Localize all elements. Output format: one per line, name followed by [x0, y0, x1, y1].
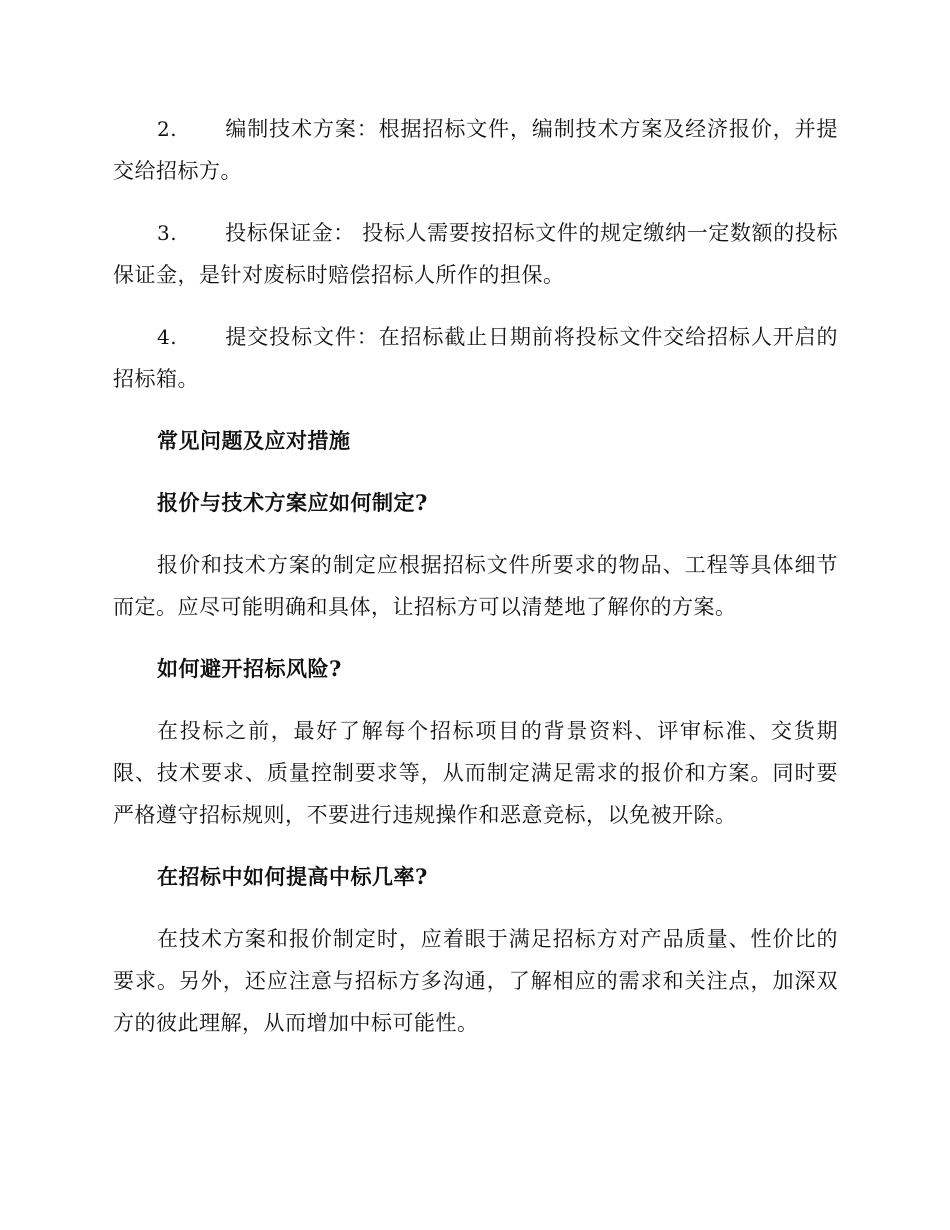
- step-item-4: [113, 316, 838, 400]
- step-number: 2.: [157, 117, 178, 141]
- document-page: [113, 108, 838, 1064]
- faq-answer-2: 在投标之前，最好了解每个招标项目的背景资料、评审标准、交货期限、技术要求、质量控制要求等，从而制定满足需求的报价和方案。同时要严格遵守招标规则，不要进行违规操作和恶意竞标，以免被开除。: [113, 719, 838, 827]
- faq-question-2: 如何避开招标风险?: [157, 656, 342, 681]
- faq-answer-1: 报价和技术方案的制定应根据招标文件所要求的物品、工程等具体细节而定。应尽可能明确和具体，让招标方可以清楚地了解你的方案。: [113, 553, 838, 619]
- step-item-3: [113, 212, 838, 296]
- faq-answer-3: 在技术方案和报价制定时，应着眼于满足招标方对产品质量、性价比的要求。另外，还应注意与招标方多沟通，了解相应的需求和关注点，加深双方的彼此理解，从而增加中标可能性。: [113, 927, 838, 1035]
- step-number: 4.: [157, 325, 178, 349]
- faq-question-3: 在招标中如何提高中标几率?: [157, 864, 428, 889]
- step-text: 提交投标文件：在招标截止日期前将投标文件交给招标人开启的招标箱。: [113, 325, 838, 391]
- faq-question-1: 报价与技术方案应如何制定?: [157, 490, 428, 515]
- step-number: 3.: [157, 221, 178, 245]
- step-item-2: [113, 108, 838, 192]
- step-text: 编制技术方案：根据招标文件，编制技术方案及经济报价，并提交给招标方。: [113, 117, 838, 183]
- step-text: 投标保证金： 投标人需要按招标文件的规定缴纳一定数额的投标保证金，是针对废标时赔偿招标人所作的担保。: [113, 221, 838, 287]
- section-title: 常见问题及应对措施: [157, 428, 351, 453]
